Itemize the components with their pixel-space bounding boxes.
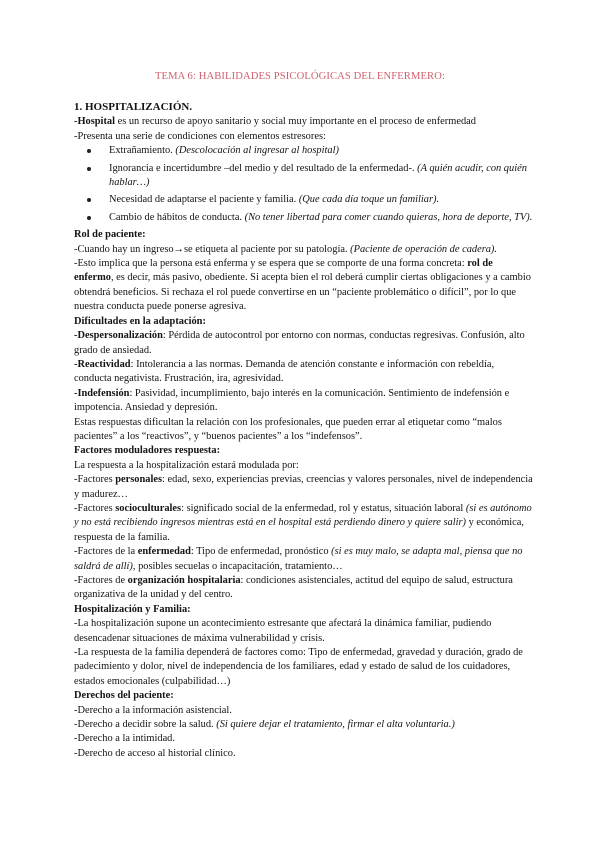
- bullet-icon: [87, 149, 91, 153]
- heading-dificultades: Dificultades en la adaptación:: [74, 315, 206, 327]
- paragraph-indefension: -Indefensión: Pasividad, incumplimiento, bajo interés en la comunicación. Sentimiento de indefensión e impotencia. Ansiedad y depresión.: [74, 387, 510, 414]
- paragraph-factores-personales: -Factores personales: edad, sexo, experiencias previas, creencias y valores personales, nivel de independencia y madurez…: [74, 474, 533, 500]
- document-title: TEMA 6: HABILIDADES PSICOLÓGICAS DEL ENFERMERO:: [154, 71, 446, 82]
- paragraph-condiciones: -Presenta una serie de condiciones con elementos estresores:: [74, 130, 326, 142]
- stressor-list: [74, 144, 534, 225]
- section-heading-hospitalizacion: 1. HOSPITALIZACIÓN.: [74, 101, 193, 113]
- list-item: -Derecho a la información asistencial.: [74, 704, 232, 716]
- list-item: Ignorancia e incertidumbre –del medio y del resultado de la enfermedad-. (A quién acudir, con quién hablar…): [109, 162, 534, 191]
- paragraph-rol-1: -Cuando hay un ingreso→se etiqueta al paciente por su patología. (Paciente de operación de cadera).: [74, 243, 497, 255]
- list-item: Cambio de hábitos de conducta. (No tener libertad para comer cuando quieras, hora de deporte, TV).: [109, 211, 534, 225]
- heading-factores: Factores moduladores respuesta:: [74, 445, 221, 457]
- paragraph-respuestas: Estas respuestas dificultan la relación con los profesionales, que pueden errar al etiquetar como “malos pacientes” a los “reactivos”, y “buenos pacientes” a los “indefensos”.: [74, 416, 502, 442]
- paragraph-factores-intro: La respuesta a la hospitalización estará modulada por:: [74, 459, 299, 471]
- paragraph-reactividad: -Reactividad: Intolerancia a las normas. Demanda de atención constante e información con rebeldía, conducta negativista. Frustración, ira, agresividad.: [74, 358, 495, 385]
- paragraph-familia-1: -La hospitalización supone un acontecimiento estresante que afectará la dinámica familiar, pudiendo desencadenar situaciones de máxima vulnerabilidad y crisis.: [74, 618, 492, 644]
- heading-derechos: Derechos del paciente:: [74, 690, 174, 702]
- list-item: -Derecho a decidir sobre la salud. (Si quiere dejar el tratamiento, firmar el alta voluntaria.): [74, 719, 455, 731]
- paragraph-rol-2: -Esto implica que la persona está enferma y se espera que se comporte de una forma concreta: rol de enfermo, es decir, más pasivo, obediente. Si acepta bien el rol deberá cumplir ciertas obligaciones y a cambio obtendrá beneficios. Si rechaza el rol puede convertirse en un “paciente problemático o difícil”, por lo que nuestra conducta puede ponerse agresiva.: [74, 258, 531, 313]
- document-body: [74, 100, 534, 761]
- bullet-icon: [87, 216, 91, 220]
- bullet-icon: [87, 167, 91, 171]
- paragraph-hospital: -Hospital es un recurso de apoyo sanitario y social muy importante en el proceso de enfermedad: [74, 116, 476, 128]
- paragraph-despersonalizacion: -Despersonalización: Pérdida de autocontrol por entorno con normas, conductas regresivas. Confusión, alto grado de ansiedad.: [74, 330, 525, 356]
- heading-familia: Hospitalización y Familia:: [74, 603, 191, 615]
- list-item: -Derecho a la intimidad.: [74, 733, 175, 745]
- heading-rol-paciente: Rol de paciente:: [74, 229, 146, 241]
- paragraph-factores-socioculturales: -Factores socioculturales: significado social de la enfermedad, rol y estatus, situación laboral (si es autónomo y no está recibiendo ingresos mientras está en el hospital está perdiendo dinero y quiere salir) y económica, respuesta de la familia.: [74, 502, 532, 543]
- list-item: -Derecho de acceso al historial clínico.: [74, 747, 236, 759]
- bullet-icon: [87, 198, 91, 202]
- paragraph-familia-2: -La respuesta de la familia dependerá de factores como: Tipo de enfermedad, gravedad y duración, grado de padecimiento y dolor, nivel de independencia de los familiares, edad y estado de salud de los cuidadores, estados emocionales (culpabilidad…): [74, 647, 523, 687]
- list-item: Extrañamiento. (Descolocación al ingresar al hospital): [109, 144, 534, 158]
- list-item: Necesidad de adaptarse el paciente y familia. (Que cada día toque un familiar).: [109, 193, 534, 207]
- paragraph-factores-organizacion: -Factores de organización hospitalaria: condiciones asistenciales, actitud del equipo de salud, estructura organizativa de la unidad y del centro.: [74, 575, 513, 601]
- paragraph-factores-enfermedad: -Factores de la enfermedad: Tipo de enfermedad, pronóstico (si es muy malo, se adapta mal, piensa que no saldrá de allí), posibles secuelas o incapacitación, tratamiento…: [74, 546, 523, 572]
